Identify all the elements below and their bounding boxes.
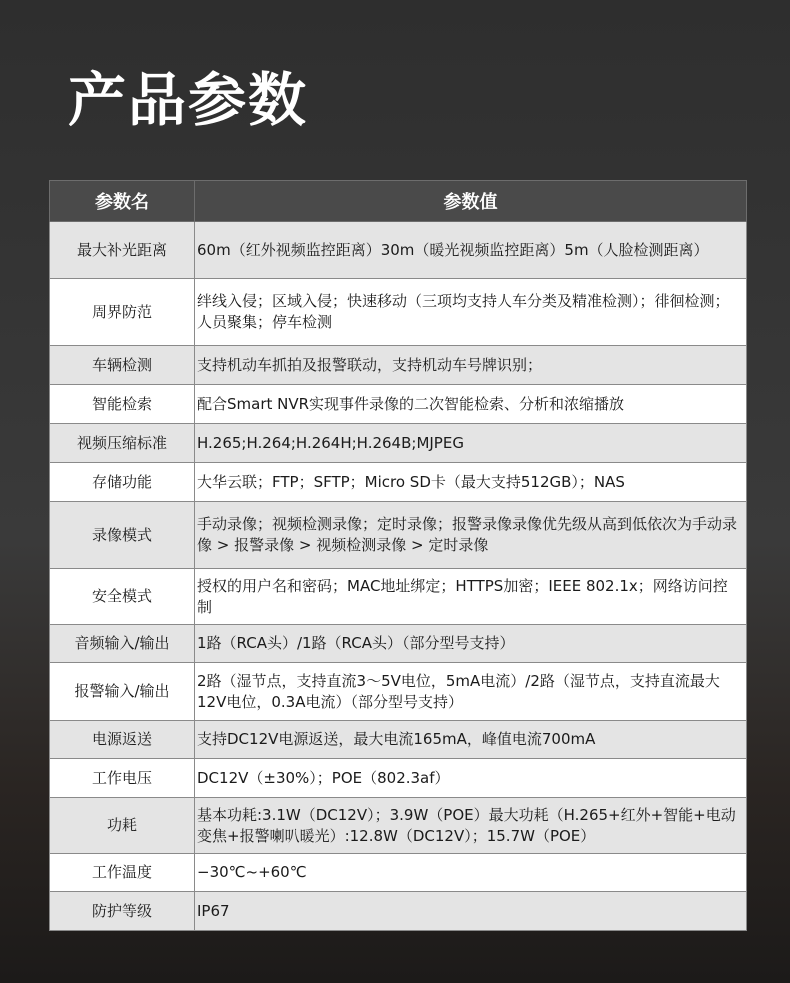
table-row (50, 502, 747, 569)
param-value: 支持机动车抓拍及报警联动，支持机动车号牌识别； (195, 346, 747, 385)
param-value: 配合Smart NVR实现事件录像的二次智能检索、分析和浓缩播放 (195, 385, 747, 424)
param-name: 功耗 (50, 798, 195, 854)
param-value: 授权的用户名和密码；MAC地址绑定；HTTPS加密；IEEE 802.1x；网络访问控制 (195, 569, 747, 625)
param-value: 1路（RCA头）/1路（RCA头）（部分型号支持） (195, 625, 747, 663)
param-name: 最大补光距离 (50, 222, 195, 279)
table-header-row (50, 181, 747, 222)
table-row (50, 424, 747, 463)
param-name: 视频压缩标准 (50, 424, 195, 463)
param-name: 工作电压 (50, 759, 195, 798)
param-name: 安全模式 (50, 569, 195, 625)
table-row (50, 279, 747, 346)
param-name: 报警输入/输出 (50, 663, 195, 721)
param-value: H.265;H.264;H.264H;H.264B;MJPEG (195, 424, 747, 463)
table-row (50, 569, 747, 625)
param-name: 音频输入/输出 (50, 625, 195, 663)
param-name: 电源返送 (50, 721, 195, 759)
page-title: 产品参数 (68, 66, 309, 134)
table-row (50, 721, 747, 759)
param-value: −30℃~+60℃ (195, 854, 747, 892)
param-name: 存储功能 (50, 463, 195, 502)
table-row (50, 625, 747, 663)
header-param-name: 参数名 (50, 181, 195, 222)
param-name: 工作温度 (50, 854, 195, 892)
param-name: 智能检索 (50, 385, 195, 424)
param-value: 支持DC12V电源返送，最大电流165mA，峰值电流700mA (195, 721, 747, 759)
table-row (50, 385, 747, 424)
param-value: DC12V（±30%）；POE（802.3af） (195, 759, 747, 798)
table-row (50, 346, 747, 385)
table-row (50, 463, 747, 502)
table-row (50, 854, 747, 892)
table-row (50, 798, 747, 854)
table-row (50, 663, 747, 721)
table-row (50, 759, 747, 798)
param-name: 周界防范 (50, 279, 195, 346)
header-param-value: 参数值 (195, 181, 747, 222)
param-value: 绊线入侵；区域入侵；快速移动（三项均支持人车分类及精准检测）；徘徊检测；人员聚集；停车检测 (195, 279, 747, 346)
param-value: 手动录像；视频检测录像；定时录像；报警录像录像优先级从高到低依次为手动录像 > 报警录像 > 视频检测录像 > 定时录像 (195, 502, 747, 569)
param-value: IP67 (195, 892, 747, 931)
param-value: 60m（红外视频监控距离）30m（暖光视频监控距离）5m（人脸检测距离） (195, 222, 747, 279)
param-value: 大华云联；FTP；SFTP；Micro SD卡（最大支持512GB）；NAS (195, 463, 747, 502)
spec-table (49, 180, 747, 931)
param-name: 防护等级 (50, 892, 195, 931)
table-row (50, 892, 747, 931)
param-value: 2路（湿节点，支持直流3～5V电位，5mA电流）/2路（湿节点，支持直流最大12V电位，0.3A电流）（部分型号支持） (195, 663, 747, 721)
param-name: 录像模式 (50, 502, 195, 569)
param-name: 车辆检测 (50, 346, 195, 385)
param-value: 基本功耗:3.1W（DC12V）；3.9W（POE）最大功耗（H.265+红外+智能+电动变焦+报警喇叭暖光）:12.8W（DC12V）；15.7W（POE） (195, 798, 747, 854)
table-row (50, 222, 747, 279)
